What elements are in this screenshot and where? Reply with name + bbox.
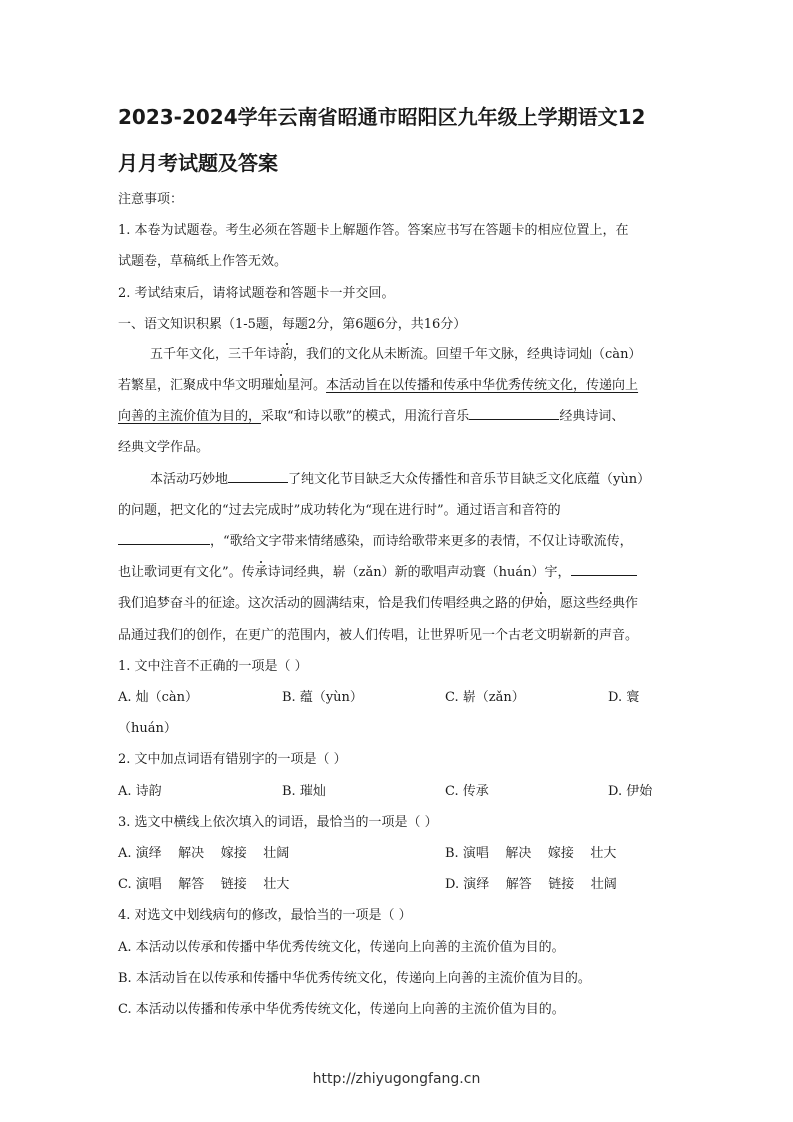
title-line-2: 月月考试题及答案 — [118, 151, 278, 175]
q3-option-a[interactable]: A. 演绎 解决 嫁接 壮阔 — [118, 846, 290, 861]
q1-option-a[interactable]: A. 灿（càn） — [118, 690, 199, 705]
q1-option-b[interactable]: B. 蕴（yùn） — [282, 690, 363, 705]
section-1-heading: 一、语文知识积累（1-5题，每题2分，第6题6分，共16分） — [118, 317, 467, 332]
notice-item-1a: 1. 本卷为试题卷。考生必须在答题卡上解题作答。答案应书写在答题卡的相应位置上，在 — [118, 223, 629, 238]
q2-option-b[interactable]: B. 璀灿 — [282, 784, 326, 799]
q4-option-b[interactable]: B. 本活动旨在以传承和传播中华优秀传统文化，传递向上向善的主流价值为目的。 — [118, 971, 591, 986]
fill-blank-4 — [571, 563, 637, 576]
question-4-stem: 4. 对选文中划线病句的修改，最恰当的一项是（ ） — [118, 908, 412, 923]
passage-p2-line4: 也让歌词更有文化”。传承诗词经典，崭（zǎn）新的歌唱声动寰（huán）宇， — [118, 561, 637, 580]
passage-p1-line1: 五千年文化，三千年诗韵，我们的文化从未断流。回望千年文脉，经典诗词灿（càn） — [150, 347, 642, 362]
underlined-sentence: 本活动旨在以传播和传承中华优秀传统文化，传递向上 — [326, 378, 639, 393]
title-line-1: 2023-2024学年云南省昭通市昭阳区九年级上学期语文12 — [118, 105, 646, 129]
passage-p2-line2: 的问题，把文化的“过去完成时”成功转化为“现在进行时”。通过语言和音符的 — [118, 503, 561, 518]
q4-option-a[interactable]: A. 本活动以传承和传播中华优秀传统文化，传递向上向善的主流价值为目的。 — [118, 940, 565, 955]
passage-p2-line5: 我们追梦奋斗的征途。这次活动的圆满结束，恰是我们传唱经典之路的伊始，愿这些经典作 — [118, 596, 639, 611]
q1-option-d-pinyin: （huán） — [118, 721, 177, 736]
q4-option-c[interactable]: C. 本活动以传播和传承中华优秀传统文化，传递向上向善的主流价值为目的。 — [118, 1002, 565, 1017]
fill-blank-1 — [469, 407, 559, 420]
q1-option-d[interactable]: D. 寰 — [608, 690, 640, 705]
passage-p2-line6: 品通过我们的创作，在更广的范围内，被人们传唱，让世界听见一个古老文明崭新的声音。 — [118, 628, 639, 643]
notice-item-1b: 试题卷，草稿纸上作答无效。 — [118, 254, 288, 269]
passage-p2-line1: 本活动巧妙地 了纯文化节目缺乏大众传播性和音乐节目缺乏文化底蕴（yùn） — [150, 472, 651, 487]
passage-p1-line4: 经典文学作品。 — [118, 440, 210, 455]
q2-option-c[interactable]: C. 传承 — [445, 784, 489, 799]
footer-url[interactable]: http://zhiyugongfang.cn — [312, 1071, 481, 1087]
q3-option-d[interactable]: D. 演绎 解答 链接 壮阔 — [445, 877, 617, 892]
fill-blank-3 — [118, 532, 210, 545]
question-2-stem: 2. 文中加点词语有错别字的一项是（ ） — [118, 752, 347, 767]
q2-option-a[interactable]: A. 诗韵 — [118, 784, 162, 799]
page-title — [118, 94, 678, 186]
q2-option-d[interactable]: D. 伊始 — [608, 784, 653, 799]
passage-p2-line3: ，“歌给文字带来情绪感染，而诗给歌带来更多的表情，不仅让诗歌流传， — [118, 530, 633, 549]
question-3-stem: 3. 选文中横线上依次填入的词语，最恰当的一项是（ ） — [118, 815, 438, 830]
passage-p1-line2: 若繁星，汇聚成中华文明璀灿星河。本活动旨在以传播和传承中华优秀传统文化，传递向上 — [118, 378, 639, 393]
q3-option-c[interactable]: C. 演唱 解答 链接 壮大 — [118, 877, 290, 892]
passage-p1-line3: 向善的主流价值为目的，采取“和诗以歌”的模式，用流行音乐 经典诗词、 — [118, 409, 625, 424]
question-1-stem: 1. 文中注音不正确的一项是（ ） — [118, 659, 308, 674]
notice-item-2: 2. 考试结束后，请将试题卷和答题卡一并交回。 — [118, 286, 395, 301]
fill-blank-2 — [228, 470, 288, 483]
notice-heading: 注意事项： — [118, 192, 184, 207]
q3-option-b[interactable]: B. 演唱 解决 嫁接 壮大 — [445, 846, 617, 861]
q1-option-c[interactable]: C. 崭（zǎn） — [445, 690, 525, 705]
